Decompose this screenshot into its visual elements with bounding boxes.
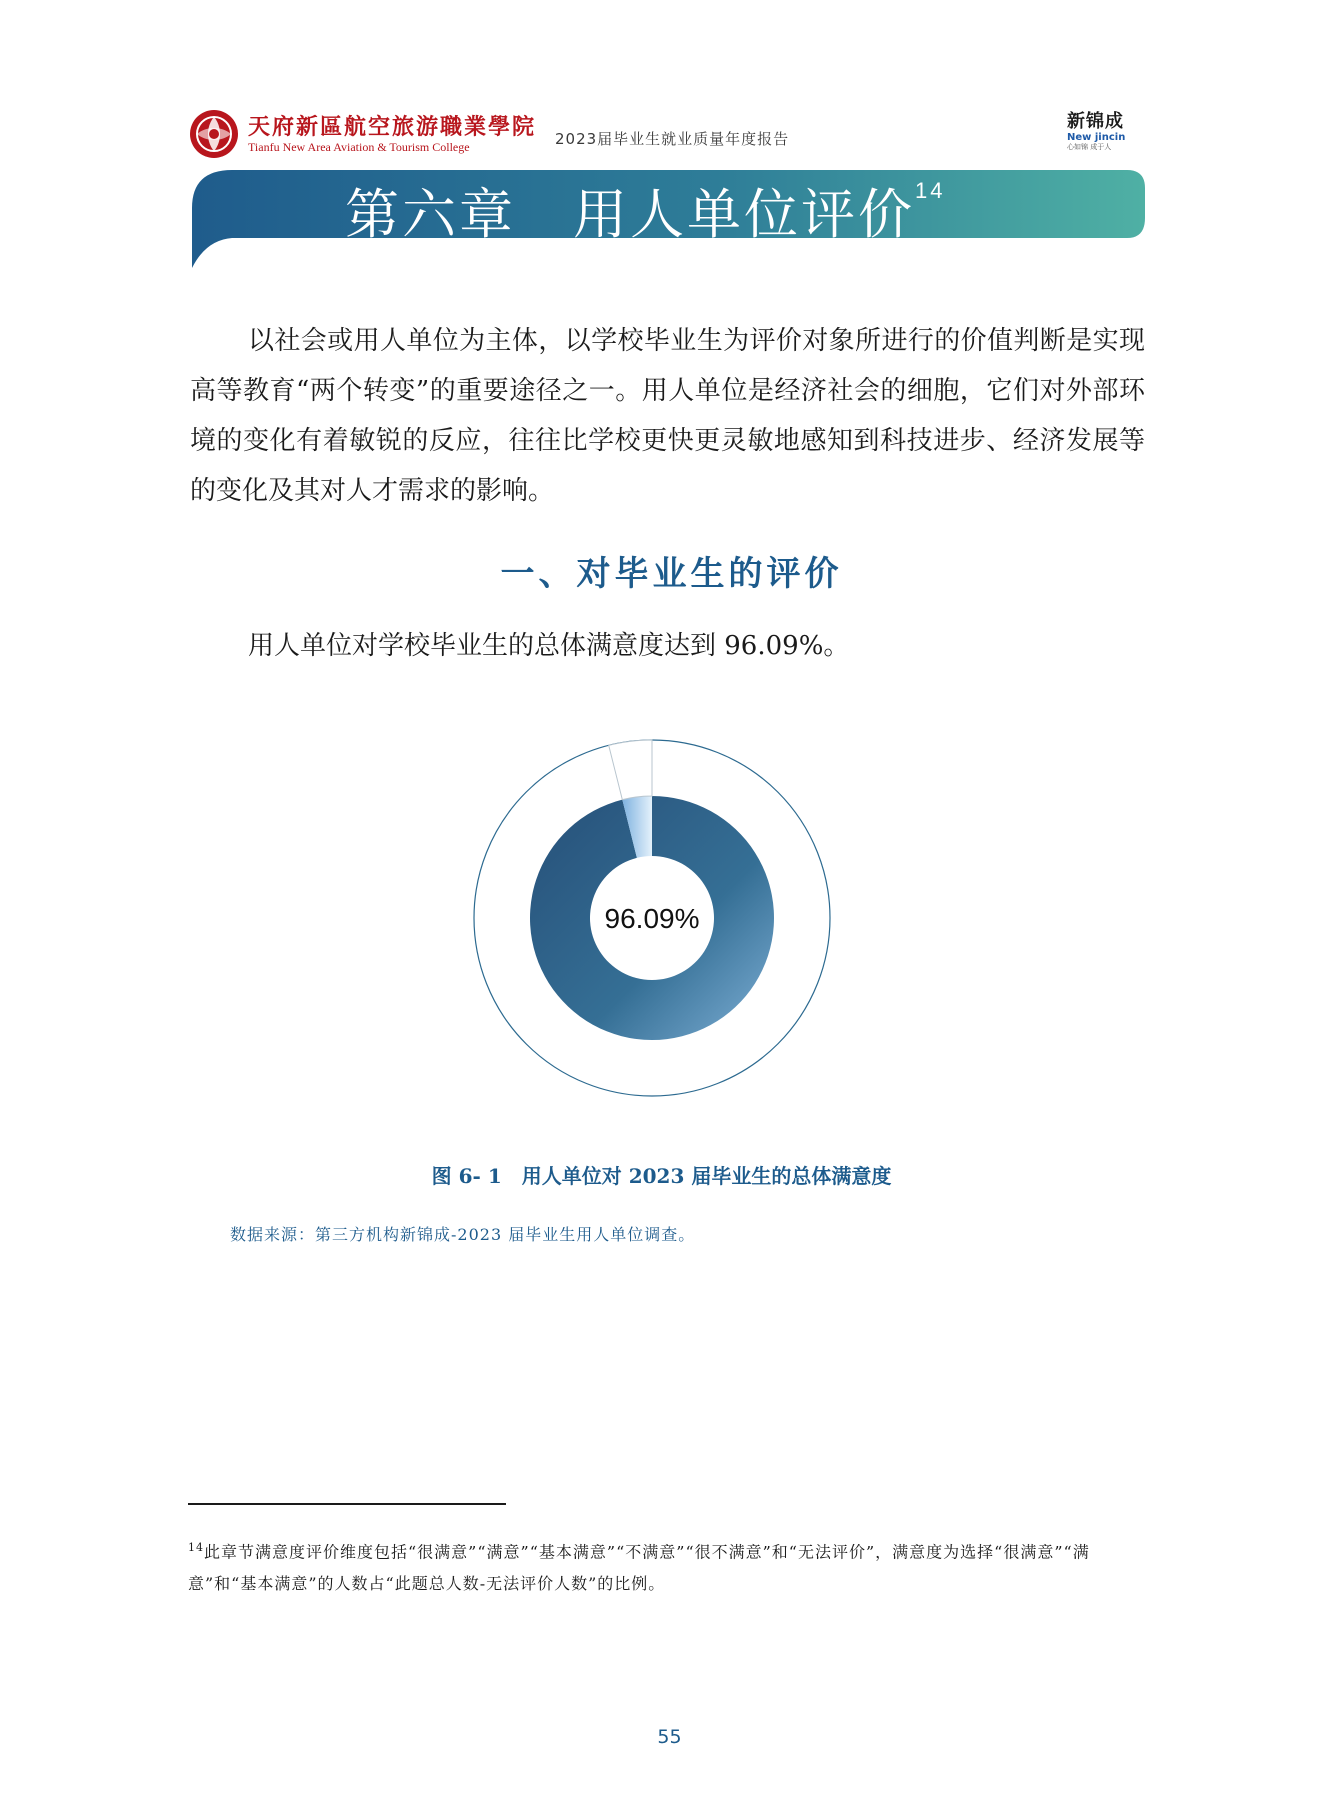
footnote: [188, 1532, 1148, 1600]
chapter-title: [345, 172, 945, 249]
center-value-label: 96.09%: [604, 903, 700, 934]
footnote-number: 14: [188, 1541, 204, 1554]
section-summary: 用人单位对学校毕业生的总体满意度达到 96.09%。: [248, 631, 850, 661]
brand-slogan: 心如锦 成于人: [1067, 143, 1112, 151]
figure-source: 数据来源：第三方机构新锦成-2023 届毕业生用人单位调查。: [230, 1225, 696, 1244]
footnote-divider: [188, 1503, 506, 1505]
school-name-en: Tianfu New Area Aviation & Tourism College: [248, 140, 470, 154]
school-name-cn: 天府新區航空旅游職業學院: [248, 114, 537, 140]
school-emblem-icon: [188, 108, 240, 160]
chapter-title-text: 第六章 用人单位评价: [345, 183, 915, 246]
brand-name-cn: 新锦成: [1067, 111, 1124, 132]
satisfaction-donut-chart: [472, 738, 832, 1098]
page-header: [0, 0, 1323, 160]
report-title: 2023届毕业生就业质量年度报告: [555, 130, 790, 148]
page-number: 55: [657, 1726, 682, 1748]
brand-logo: [1067, 112, 1125, 152]
brand-name-en: New jincin: [1067, 132, 1126, 143]
school-logo: [188, 108, 536, 160]
donut-slice-highlight: [609, 740, 652, 800]
section-title: 一、对毕业生的评价: [500, 554, 843, 594]
figure-caption: 图 6- 1 用人单位对 2023 届毕业生的总体满意度: [431, 1164, 892, 1188]
intro-paragraph: 以社会或用人单位为主体，以学校毕业生为评价对象所进行的价值判断是实现高等教育“两个转变”的重要途径之一。用人单位是经济社会的细胞，它们对外部环境的变化有着敏锐的反应，往往比学校更快更灵敏地感知到科技进步、经济发展等的变化及其对人才需求的影响。: [190, 326, 1145, 506]
footnote-text: 此章节满意度评价维度包括“很满意”“满意”“基本满意”“不满意”“很不满意”和“无法评价”，满意度为选择“很满意”“满意”和“基本满意”的人数占“此题总人数-无法评价人数”的比例。: [188, 1542, 1090, 1594]
chapter-footnote-ref: 14: [915, 178, 946, 203]
